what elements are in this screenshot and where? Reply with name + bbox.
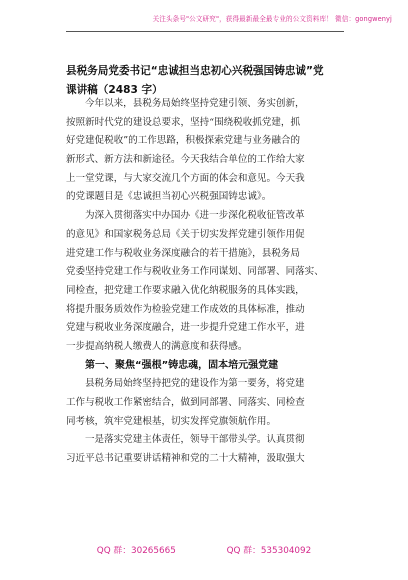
text-line: 一是落实党建主体责任，领导干部带头学。认真贯彻 xyxy=(85,434,305,446)
text-line: 将提升服务质效作为检验党建工作成效的具体标准，推动 xyxy=(66,303,305,315)
text-line: 的党课题目是《忠诚担当初心兴税强国铸忠诚》。 xyxy=(66,191,272,203)
text-line: 习近平总书记重要讲话精神和党的二十大精神，汲取强大 xyxy=(66,453,305,465)
text-line: 今年以来，县税务局始终坚持党建引领、务实创新， xyxy=(85,98,305,109)
text-line: 好党建促税收”的工作思路，积极探索党建与业务融合的 xyxy=(66,135,301,147)
text-line: 工作与税收工作紧密结合，做到同部署、同落实、同检查 xyxy=(66,397,305,408)
text-line: 县税务局始终坚持把党的建设作为第一要务，将党建 xyxy=(85,378,305,390)
text-line: 上一堂党课，与大家交流几个方面的体会和意见。今天我 xyxy=(66,172,305,184)
text-line: 的意见》和国家税务总局《关于切实发挥党建引领作用促 xyxy=(66,228,305,240)
text-line: 新形式、新方法和新途径。今天我结合单位的工作给大家 xyxy=(66,154,305,166)
document-body xyxy=(66,95,346,469)
header-banner: 关注头条号"公文研究"，获得最新最全最专业的公文资料库！ 微信：gongwenyj xyxy=(152,15,392,23)
header-divider xyxy=(66,31,344,32)
text-line: 同检查，把党建工作要求融入优化纳税服务的具体实践， xyxy=(66,284,305,296)
text-line: 党建与税收业务深度融合，进一步提升党建工作水平，进 xyxy=(66,322,305,334)
footer-qq-group-2: QQ 群：535304092 xyxy=(226,546,312,556)
text-line: 一步提高纳税人缴费人的满意度和获得感。 xyxy=(66,340,248,352)
intro-paragraphs xyxy=(66,95,346,357)
footer-contact xyxy=(0,543,408,556)
text-line: 党委坚持党建工作与税收业务工作同谋划、同部署、同落实、 xyxy=(66,266,324,278)
title-line-2: 课讲稿（2483 字） xyxy=(66,83,163,96)
section-paragraphs xyxy=(66,375,346,468)
footer-qq-group-1: QQ 群：30265665 xyxy=(96,546,176,556)
text-line: 为深入贯彻落实中办国办《进一步深化税收征管改革 xyxy=(85,210,305,222)
title-line-1: 县税务局党委书记“忠诚担当忠初心兴税强国铸忠诚”党 xyxy=(66,65,324,77)
document-title xyxy=(66,62,346,99)
text-line: 同考核，筑牢党建根基，切实发挥党旗领航作用。 xyxy=(66,415,277,427)
section-heading: 第一、聚焦“强根”铸忠魂，固本培元强党建 xyxy=(85,359,279,371)
text-line: 进党建工作与税收业务深度融合的若干措施》，县税务局 xyxy=(66,247,300,259)
text-line: 按照新时代党的建设总要求，坚持“围绕税收抓党建，抓 xyxy=(66,116,301,128)
